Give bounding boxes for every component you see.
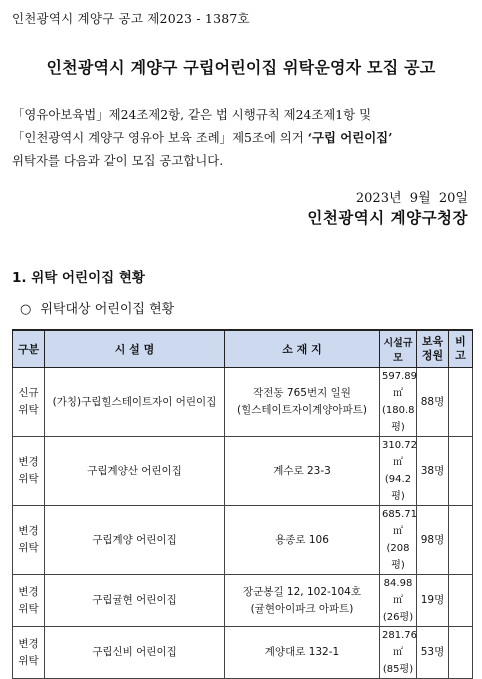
row-note-cell: [449, 506, 473, 575]
body-line-2-text: 「인천광역시 계양구 영유아 보육 조례」제5조에 의거: [12, 130, 308, 145]
row-address-cell: 작전동 765번지 일원 (힐스테이트자이계양아파트): [225, 368, 380, 437]
row-capacity-cell: 88명: [417, 368, 449, 437]
body-line-1: 「영유아보육법」제24조제2항, 같은 법 시행규칙 제24조제1항 및: [12, 107, 372, 122]
row-note-cell: [449, 368, 473, 437]
table-header-row: [13, 330, 473, 368]
row-area-cell: 685.71㎡ (208평): [380, 506, 417, 575]
circle-bullet-icon: ○: [20, 302, 32, 317]
row-address-cell: 장군봉길 12, 102-104호 (귤현아이파크 아파트): [225, 575, 380, 627]
row-name-cell: 구립계양산 어린이집: [45, 437, 225, 506]
row-name-cell: (가칭)구립힐스테이트자이 어린이집: [45, 368, 225, 437]
row-type-cell: 변경 위탁: [13, 437, 45, 506]
facility-table: [12, 329, 473, 679]
row-type-cell: 변경 위탁: [13, 506, 45, 575]
subsection-label: 위탁대상 어린이집 현황: [40, 302, 175, 317]
row-capacity-cell: 98명: [417, 506, 449, 575]
row-address-cell: 계양대로 132-1: [225, 627, 380, 679]
row-type-cell: 변경 위탁: [13, 627, 45, 679]
row-note-cell: [449, 575, 473, 627]
header-address: 소 재 지: [225, 330, 380, 368]
subsection-heading: [20, 298, 174, 317]
row-address-cell: 용종로 106: [225, 506, 380, 575]
body-emphasis: ‘구립 어린이집’: [307, 130, 393, 145]
row-name-cell: 구립계양 어린이집: [45, 506, 225, 575]
row-note-cell: [449, 627, 473, 679]
row-type-cell: 신규 위탁: [13, 368, 45, 437]
header-area: 시설규모: [380, 330, 417, 368]
row-capacity-cell: 53명: [417, 627, 449, 679]
table-row: [13, 575, 473, 627]
header-name: 시 설 명: [45, 330, 225, 368]
row-capacity-cell: 38명: [417, 437, 449, 506]
header-type: 구분: [13, 330, 45, 368]
table-row: [13, 627, 473, 679]
row-type-cell: 변경 위탁: [13, 575, 45, 627]
row-name-cell: 구립귤현 어린이집: [45, 575, 225, 627]
row-area-cell: 597.89㎡ (180.8평): [380, 368, 417, 437]
row-name-cell: 구립신비 어린이집: [45, 627, 225, 679]
table-row: [13, 368, 473, 437]
notice-body: [12, 103, 476, 172]
section-heading: 1. 위탁 어린이집 현황: [12, 270, 145, 286]
row-area-cell: 310.72㎡ (94.2평): [380, 437, 417, 506]
body-line-3: 위탁자를 다음과 같이 모집 공고합니다.: [12, 153, 224, 168]
row-area-cell: 281.76㎡ (85평): [380, 627, 417, 679]
header-capacity: 보육 정원: [417, 330, 449, 368]
body-line-2: [12, 126, 476, 149]
document-title: 인천광역시 계양구 구립어린이집 위탁운영자 모집 공고: [46, 58, 436, 77]
notice-number: 인천광역시 계양구 공고 제2023 - 1387호: [12, 11, 250, 26]
issuer: 인천광역시 계양구청장: [307, 209, 468, 227]
table-row: [13, 506, 473, 575]
row-area-cell: 84.98㎡ (26평): [380, 575, 417, 627]
table-row: [13, 437, 473, 506]
row-address-cell: 계수로 23-3: [225, 437, 380, 506]
notice-date: 2023년 9월 20일: [355, 191, 468, 206]
header-note: 비 고: [449, 330, 473, 368]
row-capacity-cell: 19명: [417, 575, 449, 627]
row-note-cell: [449, 437, 473, 506]
